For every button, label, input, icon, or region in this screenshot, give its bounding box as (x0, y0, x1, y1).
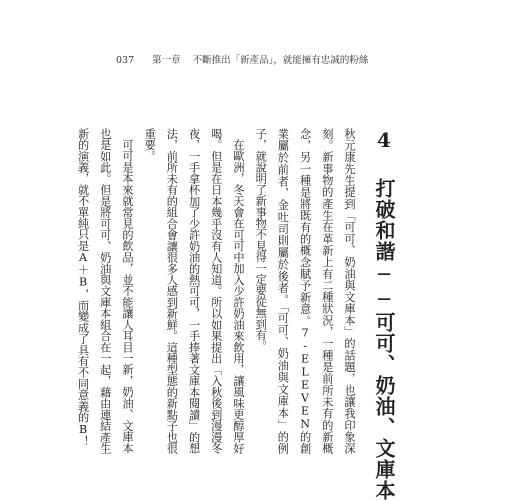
page-number: 037 (116, 55, 135, 66)
paragraph: 秋元康先生提到「可可、奶油與文庫本」的話題，也讓我印象深刻。新事物的產生在革新上有二種狀況，一種是前所未有的新概念，另一種是將既有的概念賦予新意。7-ELEVEN的創業屬於前者，金吐司則屬於後者。「可可、奶油與文庫本」的例子，就說明了新事物不見得一定要從無到有。 (254, 128, 356, 454)
section-heading: 4 打破和諧──可可、奶油、文庫本 (372, 128, 396, 501)
chapter-title: 不斷推出「新產品」，就能擁有忠誠的粉絲 (192, 55, 369, 66)
running-header (116, 52, 436, 70)
body-text (71, 128, 360, 454)
chapter-label: 第一章 (152, 55, 181, 66)
paragraph: 在歐洲，冬天會在可可中加入少許奶油來飲用，讓風味更醇厚好喝。但是在日本幾乎沒有人知道。所以如果提出「入秋後到漫漫冬夜，一手拿杯加了少許奶油的熱可可，一手捧著文庫本閱讀」的想法，前所未有的組合會讓很多人感到新鮮。這種型態的新點子也很重要。 (143, 128, 245, 454)
paragraph: 可可是本來就常見的飲品，並不能讓人耳目一新，奶油、文庫本也是如此。但是將可可、奶油與文庫本組合在一起，藉由連結產生新的演義，就不單純只是A＋B，而變成了具有不同意義的B！ (76, 128, 134, 454)
